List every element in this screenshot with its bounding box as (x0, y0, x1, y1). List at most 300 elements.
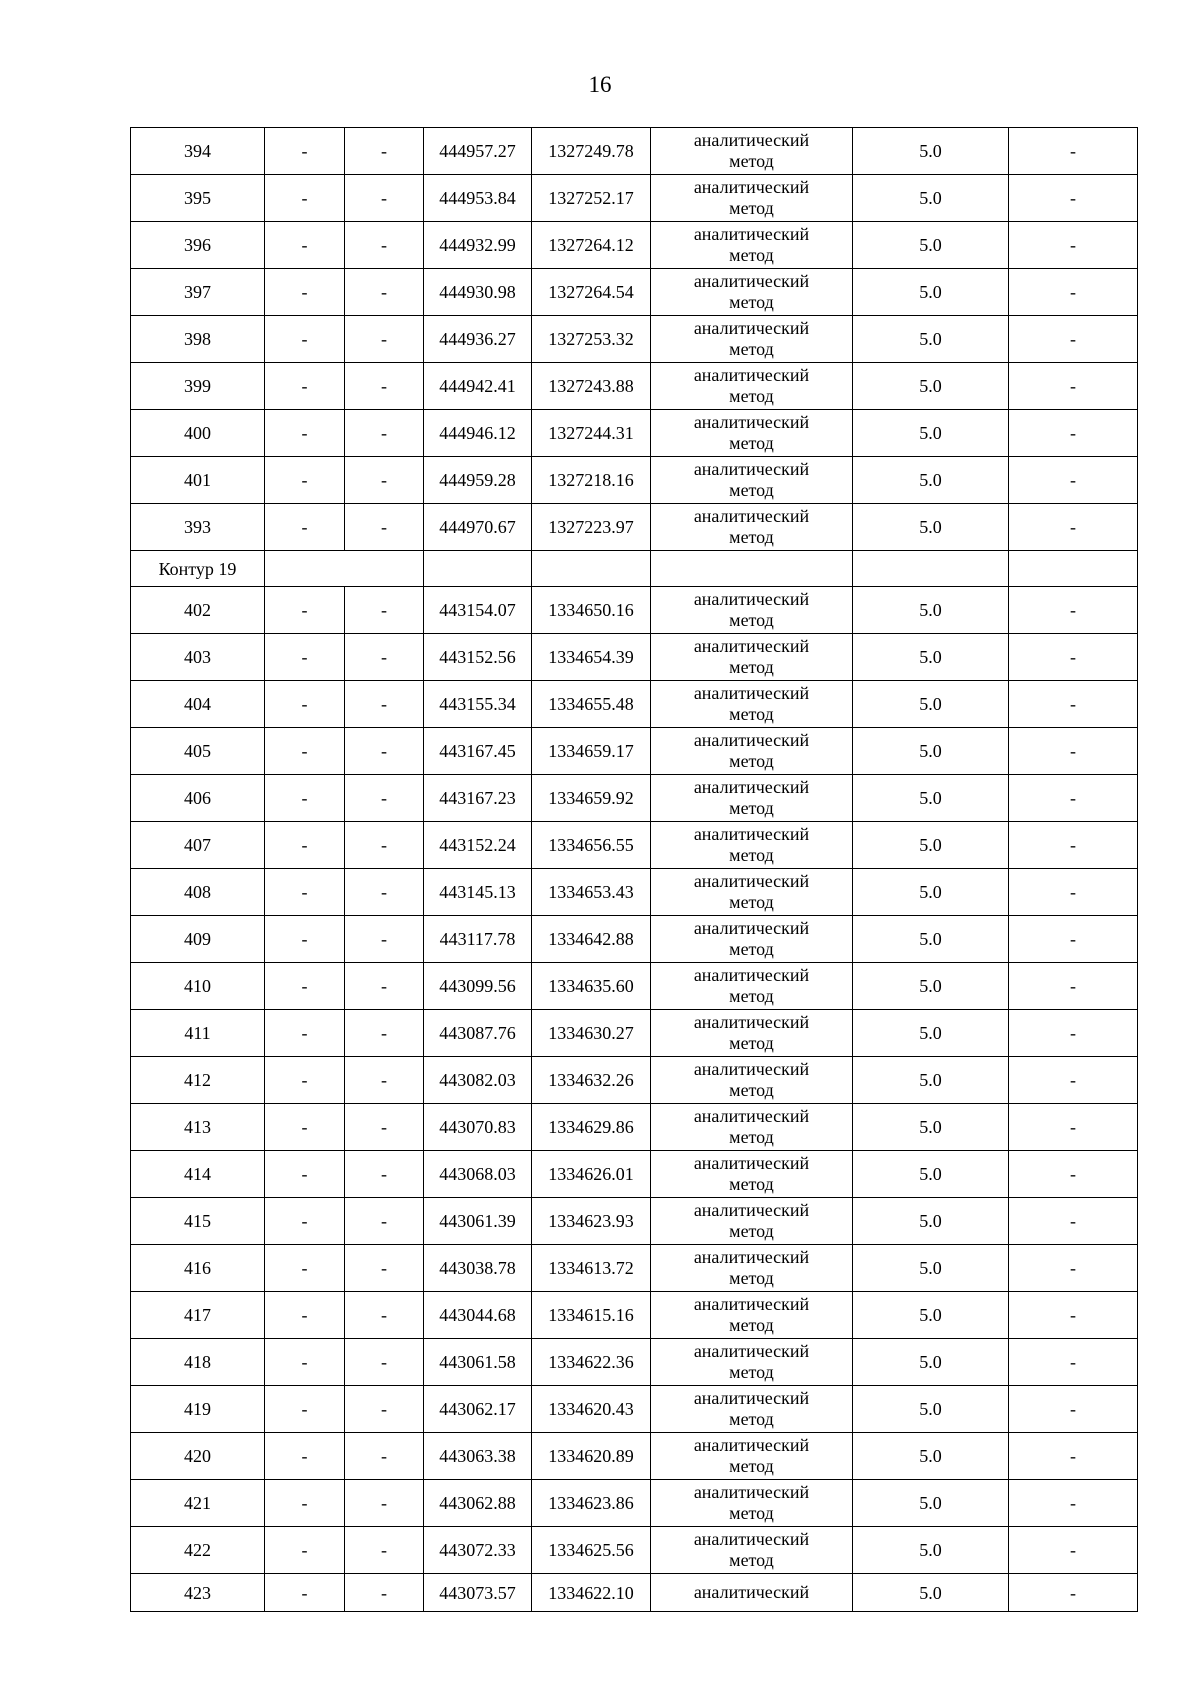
accuracy-cell: 5.0 (853, 175, 1009, 222)
dash-cell: - (1009, 128, 1138, 175)
dash-cell: - (1009, 1527, 1138, 1574)
dash-cell: - (265, 1527, 345, 1574)
y-coordinate-cell: 1327253.32 (532, 316, 651, 363)
empty-cell (265, 551, 424, 587)
method-text: метод (729, 610, 774, 630)
x-coordinate-cell: 443155.34 (424, 681, 532, 728)
empty-cell (424, 551, 532, 587)
dash-cell: - (265, 1574, 345, 1612)
method-text: аналитический (693, 1200, 810, 1220)
accuracy-cell: 5.0 (853, 410, 1009, 457)
x-coordinate-cell: 443063.38 (424, 1433, 532, 1480)
point-number-cell: 419 (131, 1386, 265, 1433)
point-number-cell: 400 (131, 410, 265, 457)
method-text: аналитический (693, 730, 810, 750)
dash-cell: - (265, 1198, 345, 1245)
table-row (131, 681, 1138, 728)
dash-cell: - (265, 1386, 345, 1433)
method-cell (651, 1574, 853, 1612)
dash-cell: - (265, 269, 345, 316)
x-coordinate-cell: 443062.88 (424, 1480, 532, 1527)
accuracy-cell: 5.0 (853, 316, 1009, 363)
x-coordinate-cell: 443152.56 (424, 634, 532, 681)
method-cell (651, 916, 853, 963)
method-text: метод (729, 704, 774, 724)
dash-cell: - (265, 963, 345, 1010)
x-coordinate-cell: 444942.41 (424, 363, 532, 410)
dash-cell: - (1009, 1574, 1138, 1612)
dash-cell: - (265, 1433, 345, 1480)
dash-cell: - (345, 269, 424, 316)
x-coordinate-cell: 443145.13 (424, 869, 532, 916)
dash-cell: - (1009, 587, 1138, 634)
dash-cell: - (345, 822, 424, 869)
dash-cell: - (345, 728, 424, 775)
table-row (131, 269, 1138, 316)
x-coordinate-cell: 443062.17 (424, 1386, 532, 1433)
dash-cell: - (345, 1010, 424, 1057)
point-number-cell: 416 (131, 1245, 265, 1292)
accuracy-cell: 5.0 (853, 1151, 1009, 1198)
dash-cell: - (1009, 775, 1138, 822)
empty-cell (1009, 551, 1138, 587)
dash-cell: - (345, 1433, 424, 1480)
x-coordinate-cell: 444936.27 (424, 316, 532, 363)
dash-cell: - (1009, 175, 1138, 222)
method-text: аналитический (693, 1012, 810, 1032)
x-coordinate-cell: 443061.58 (424, 1339, 532, 1386)
method-cell (651, 1151, 853, 1198)
point-number-cell: 423 (131, 1574, 265, 1612)
y-coordinate-cell: 1334623.93 (532, 1198, 651, 1245)
point-number-cell: 413 (131, 1104, 265, 1151)
dash-cell: - (265, 316, 345, 363)
y-coordinate-cell: 1334623.86 (532, 1480, 651, 1527)
dash-cell: - (345, 963, 424, 1010)
method-text: аналитический (693, 1435, 810, 1455)
point-number-cell: 399 (131, 363, 265, 410)
dash-cell: - (1009, 869, 1138, 916)
table-row (131, 775, 1138, 822)
method-text: метод (729, 1221, 774, 1241)
x-coordinate-cell: 443070.83 (424, 1104, 532, 1151)
dash-cell: - (1009, 916, 1138, 963)
dash-cell: - (265, 775, 345, 822)
dash-cell: - (345, 916, 424, 963)
method-text: метод (729, 1080, 774, 1100)
table-row (131, 963, 1138, 1010)
table-row (131, 916, 1138, 963)
x-coordinate-cell: 443061.39 (424, 1198, 532, 1245)
dash-cell: - (1009, 1386, 1138, 1433)
dash-cell: - (345, 316, 424, 363)
y-coordinate-cell: 1327249.78 (532, 128, 651, 175)
dash-cell: - (345, 222, 424, 269)
method-text: метод (729, 1409, 774, 1429)
dash-cell: - (1009, 963, 1138, 1010)
dash-cell: - (265, 822, 345, 869)
method-text: аналитический (693, 1294, 810, 1314)
method-text: аналитический (693, 965, 810, 985)
point-number-cell: 405 (131, 728, 265, 775)
dash-cell: - (345, 1198, 424, 1245)
dash-cell: - (1009, 822, 1138, 869)
y-coordinate-cell: 1327252.17 (532, 175, 651, 222)
y-coordinate-cell: 1334654.39 (532, 634, 651, 681)
table-row (131, 822, 1138, 869)
point-number-cell: 394 (131, 128, 265, 175)
point-number-cell: 409 (131, 916, 265, 963)
method-text: аналитический (693, 871, 810, 891)
point-number-cell: 404 (131, 681, 265, 728)
y-coordinate-cell: 1334626.01 (532, 1151, 651, 1198)
y-coordinate-cell: 1334642.88 (532, 916, 651, 963)
accuracy-cell: 5.0 (853, 1292, 1009, 1339)
dash-cell: - (345, 410, 424, 457)
coordinates-table (130, 127, 1138, 1612)
dash-cell: - (345, 1151, 424, 1198)
x-coordinate-cell: 443044.68 (424, 1292, 532, 1339)
y-coordinate-cell: 1334656.55 (532, 822, 651, 869)
point-number-cell: 408 (131, 869, 265, 916)
table-row (131, 128, 1138, 175)
method-cell (651, 1480, 853, 1527)
method-text: метод (729, 1268, 774, 1288)
table-row (131, 634, 1138, 681)
method-cell (651, 963, 853, 1010)
point-number-cell: 402 (131, 587, 265, 634)
method-cell (651, 1292, 853, 1339)
point-number-cell: 410 (131, 963, 265, 1010)
method-cell (651, 504, 853, 551)
method-cell (651, 1527, 853, 1574)
method-text: метод (729, 1315, 774, 1335)
x-coordinate-cell: 443038.78 (424, 1245, 532, 1292)
dash-cell: - (1009, 1292, 1138, 1339)
point-number-cell: 396 (131, 222, 265, 269)
method-cell (651, 634, 853, 681)
point-number-cell: 418 (131, 1339, 265, 1386)
accuracy-cell: 5.0 (853, 1386, 1009, 1433)
dash-cell: - (1009, 1433, 1138, 1480)
x-coordinate-cell: 443099.56 (424, 963, 532, 1010)
method-cell (651, 1339, 853, 1386)
dash-cell: - (1009, 316, 1138, 363)
page-number: 16 (588, 72, 612, 97)
method-text: метод (729, 845, 774, 865)
dash-cell: - (265, 457, 345, 504)
method-text: метод (729, 986, 774, 1006)
table-row (131, 1151, 1138, 1198)
method-text: аналитический (693, 1582, 810, 1602)
method-text: аналитический (693, 224, 810, 244)
dash-cell: - (265, 634, 345, 681)
method-text: метод (729, 1503, 774, 1523)
dash-cell: - (345, 1339, 424, 1386)
method-cell (651, 128, 853, 175)
method-cell (651, 728, 853, 775)
dash-cell: - (345, 504, 424, 551)
dash-cell: - (1009, 1245, 1138, 1292)
accuracy-cell: 5.0 (853, 916, 1009, 963)
dash-cell: - (345, 1292, 424, 1339)
dash-cell: - (265, 1104, 345, 1151)
table-row (131, 410, 1138, 457)
method-text: метод (729, 1456, 774, 1476)
dash-cell: - (345, 587, 424, 634)
dash-cell: - (1009, 1151, 1138, 1198)
y-coordinate-cell: 1327264.12 (532, 222, 651, 269)
method-cell (651, 1386, 853, 1433)
method-text: метод (729, 892, 774, 912)
dash-cell: - (265, 363, 345, 410)
method-cell (651, 1057, 853, 1104)
y-coordinate-cell: 1334620.89 (532, 1433, 651, 1480)
dash-cell: - (265, 1010, 345, 1057)
x-coordinate-cell: 444970.67 (424, 504, 532, 551)
x-coordinate-cell: 443087.76 (424, 1010, 532, 1057)
method-text: метод (729, 798, 774, 818)
dash-cell: - (1009, 681, 1138, 728)
dash-cell: - (1009, 1339, 1138, 1386)
y-coordinate-cell: 1334615.16 (532, 1292, 651, 1339)
point-number-cell: 398 (131, 316, 265, 363)
dash-cell: - (265, 1292, 345, 1339)
table-row (131, 1480, 1138, 1527)
y-coordinate-cell: 1334659.17 (532, 728, 651, 775)
contour-label: Контур 19 (131, 551, 265, 587)
dash-cell: - (265, 869, 345, 916)
method-text: метод (729, 339, 774, 359)
x-coordinate-cell: 444946.12 (424, 410, 532, 457)
y-coordinate-cell: 1334622.36 (532, 1339, 651, 1386)
dash-cell: - (265, 175, 345, 222)
method-text: аналитический (693, 177, 810, 197)
dash-cell: - (345, 1574, 424, 1612)
table-row (131, 869, 1138, 916)
accuracy-cell: 5.0 (853, 587, 1009, 634)
method-cell (651, 410, 853, 457)
accuracy-cell: 5.0 (853, 269, 1009, 316)
dash-cell: - (265, 1057, 345, 1104)
accuracy-cell: 5.0 (853, 1010, 1009, 1057)
dash-cell: - (345, 681, 424, 728)
y-coordinate-cell: 1334659.92 (532, 775, 651, 822)
method-text: аналитический (693, 1529, 810, 1549)
dash-cell: - (345, 363, 424, 410)
x-coordinate-cell: 444957.27 (424, 128, 532, 175)
accuracy-cell: 5.0 (853, 363, 1009, 410)
method-text: аналитический (693, 1388, 810, 1408)
table-row (131, 1010, 1138, 1057)
method-text: метод (729, 480, 774, 500)
accuracy-cell: 5.0 (853, 1574, 1009, 1612)
point-number-cell: 421 (131, 1480, 265, 1527)
point-number-cell: 397 (131, 269, 265, 316)
dash-cell: - (1009, 1057, 1138, 1104)
method-cell (651, 681, 853, 728)
point-number-cell: 411 (131, 1010, 265, 1057)
y-coordinate-cell: 1334655.48 (532, 681, 651, 728)
y-coordinate-cell: 1334613.72 (532, 1245, 651, 1292)
method-text: метод (729, 198, 774, 218)
dash-cell: - (345, 457, 424, 504)
dash-cell: - (265, 410, 345, 457)
x-coordinate-cell: 443154.07 (424, 587, 532, 634)
method-text: метод (729, 527, 774, 547)
method-cell (651, 1245, 853, 1292)
method-text: метод (729, 1033, 774, 1053)
method-text: метод (729, 245, 774, 265)
x-coordinate-cell: 444932.99 (424, 222, 532, 269)
point-number-cell: 406 (131, 775, 265, 822)
dash-cell: - (345, 1480, 424, 1527)
method-cell (651, 822, 853, 869)
method-cell (651, 587, 853, 634)
table-row (131, 1245, 1138, 1292)
dash-cell: - (1009, 457, 1138, 504)
accuracy-cell: 5.0 (853, 457, 1009, 504)
method-text: аналитический (693, 130, 810, 150)
accuracy-cell: 5.0 (853, 1245, 1009, 1292)
method-text: аналитический (693, 1106, 810, 1126)
dash-cell: - (345, 1245, 424, 1292)
method-text: аналитический (693, 636, 810, 656)
method-text: метод (729, 151, 774, 171)
dash-cell: - (1009, 363, 1138, 410)
dash-cell: - (345, 869, 424, 916)
point-number-cell: 393 (131, 504, 265, 551)
table-row (131, 1198, 1138, 1245)
y-coordinate-cell: 1334635.60 (532, 963, 651, 1010)
dash-cell: - (265, 1151, 345, 1198)
point-number-cell: 417 (131, 1292, 265, 1339)
dash-cell: - (1009, 728, 1138, 775)
table-row (131, 1574, 1138, 1612)
method-text: метод (729, 939, 774, 959)
accuracy-cell: 5.0 (853, 128, 1009, 175)
dash-cell: - (265, 916, 345, 963)
y-coordinate-cell: 1327218.16 (532, 457, 651, 504)
accuracy-cell: 5.0 (853, 1527, 1009, 1574)
x-coordinate-cell: 444959.28 (424, 457, 532, 504)
table-body (131, 128, 1138, 1612)
y-coordinate-cell: 1327243.88 (532, 363, 651, 410)
dash-cell: - (265, 128, 345, 175)
table-row (131, 175, 1138, 222)
dash-cell: - (1009, 1010, 1138, 1057)
method-cell (651, 1104, 853, 1151)
method-cell (651, 269, 853, 316)
point-number-cell: 395 (131, 175, 265, 222)
accuracy-cell: 5.0 (853, 1057, 1009, 1104)
accuracy-cell: 5.0 (853, 222, 1009, 269)
accuracy-cell: 5.0 (853, 1104, 1009, 1151)
dash-cell: - (1009, 410, 1138, 457)
y-coordinate-cell: 1327244.31 (532, 410, 651, 457)
x-coordinate-cell: 444953.84 (424, 175, 532, 222)
x-coordinate-cell: 443167.45 (424, 728, 532, 775)
dash-cell: - (345, 1386, 424, 1433)
table-row (131, 1104, 1138, 1151)
point-number-cell: 401 (131, 457, 265, 504)
accuracy-cell: 5.0 (853, 1198, 1009, 1245)
accuracy-cell: 5.0 (853, 634, 1009, 681)
accuracy-cell: 5.0 (853, 1480, 1009, 1527)
accuracy-cell: 5.0 (853, 775, 1009, 822)
dash-cell: - (345, 634, 424, 681)
x-coordinate-cell: 443152.24 (424, 822, 532, 869)
method-text: метод (729, 657, 774, 677)
method-text: аналитический (693, 1341, 810, 1361)
accuracy-cell: 5.0 (853, 869, 1009, 916)
table-row (131, 728, 1138, 775)
x-coordinate-cell: 443082.03 (424, 1057, 532, 1104)
method-text: аналитический (693, 824, 810, 844)
table-row (131, 1057, 1138, 1104)
table-row (131, 1386, 1138, 1433)
dash-cell: - (265, 1339, 345, 1386)
accuracy-cell: 5.0 (853, 822, 1009, 869)
y-coordinate-cell: 1334632.26 (532, 1057, 651, 1104)
x-coordinate-cell: 443073.57 (424, 1574, 532, 1612)
method-cell (651, 175, 853, 222)
method-text: аналитический (693, 683, 810, 703)
method-text: аналитический (693, 918, 810, 938)
method-text: метод (729, 751, 774, 771)
method-text: аналитический (693, 1482, 810, 1502)
method-cell (651, 363, 853, 410)
contour-header-row (131, 551, 1138, 587)
point-number-cell: 403 (131, 634, 265, 681)
method-text: аналитический (693, 506, 810, 526)
table-row (131, 504, 1138, 551)
dash-cell: - (1009, 634, 1138, 681)
method-text: аналитический (693, 1153, 810, 1173)
method-text: аналитический (693, 589, 810, 609)
point-number-cell: 412 (131, 1057, 265, 1104)
point-number-cell: 422 (131, 1527, 265, 1574)
dash-cell: - (265, 728, 345, 775)
table-row (131, 316, 1138, 363)
method-cell (651, 1010, 853, 1057)
dash-cell: - (265, 681, 345, 728)
table-row (131, 222, 1138, 269)
empty-cell (651, 551, 853, 587)
dash-cell: - (345, 175, 424, 222)
method-text: метод (729, 1174, 774, 1194)
method-text: аналитический (693, 318, 810, 338)
accuracy-cell: 5.0 (853, 963, 1009, 1010)
y-coordinate-cell: 1334650.16 (532, 587, 651, 634)
method-text: метод (729, 1362, 774, 1382)
method-text: метод (729, 433, 774, 453)
dash-cell: - (345, 128, 424, 175)
y-coordinate-cell: 1334622.10 (532, 1574, 651, 1612)
method-cell (651, 869, 853, 916)
method-text: метод (729, 1550, 774, 1570)
method-cell (651, 222, 853, 269)
method-text: аналитический (693, 271, 810, 291)
dash-cell: - (1009, 1480, 1138, 1527)
method-text: метод (729, 292, 774, 312)
y-coordinate-cell: 1334653.43 (532, 869, 651, 916)
method-cell (651, 1198, 853, 1245)
accuracy-cell: 5.0 (853, 504, 1009, 551)
dash-cell: - (265, 587, 345, 634)
x-coordinate-cell: 443117.78 (424, 916, 532, 963)
dash-cell: - (1009, 504, 1138, 551)
